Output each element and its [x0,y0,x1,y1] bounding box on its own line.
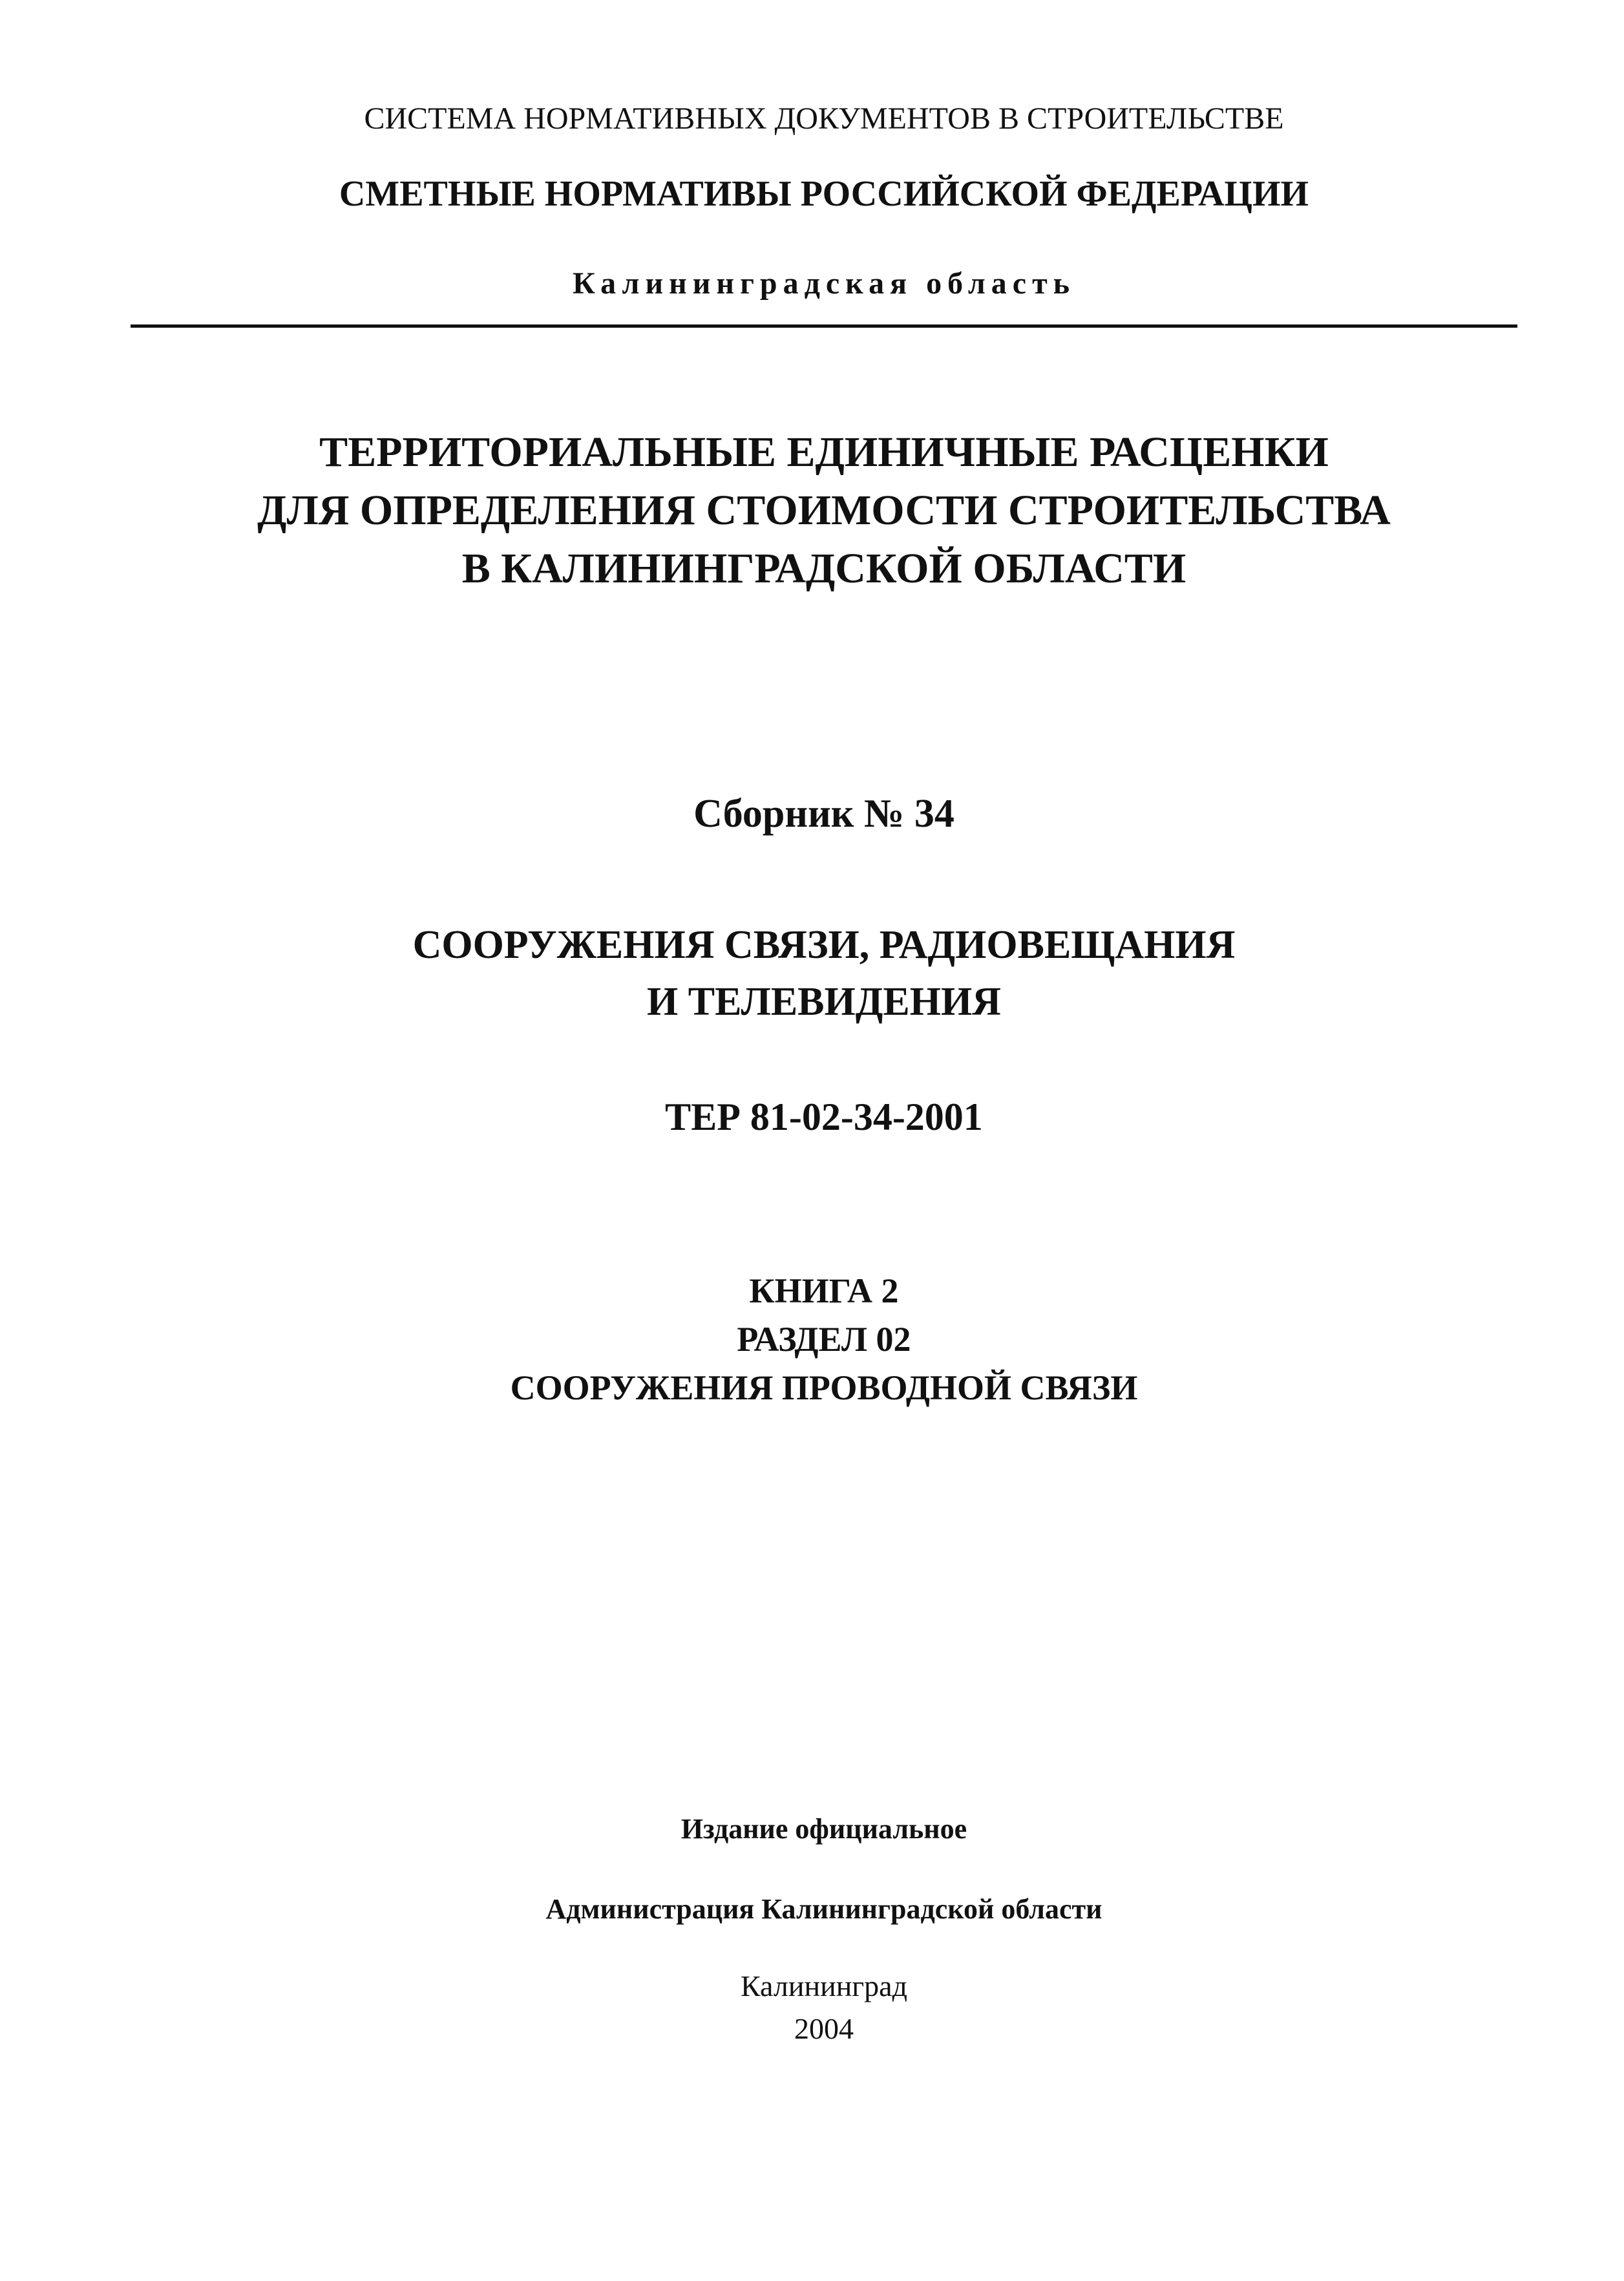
region-heading: Калининградская область [572,266,1076,301]
publication-city: Калининград [740,1969,907,2002]
edition-note: Издание официальное [680,1813,967,1845]
document-title-line: В КАЛИНИНГРАДСКОЙ ОБЛАСТИ [461,545,1186,592]
norms-heading: СМЕТНЫЕ НОРМАТИВЫ РОССИЙСКОЙ ФЕДЕРАЦИИ [339,174,1309,214]
book-section-block [129,1267,1519,1412]
collection-subject-line: И ТЕЛЕВИДЕНИЯ [647,980,1001,1024]
book-label: КНИГА 2 [749,1271,899,1310]
document-title [129,423,1519,598]
section-title: СООРУЖЕНИЯ ПРОВОДНОЙ СВЯЗИ [510,1368,1138,1407]
series-heading: СИСТЕМА НОРМАТИВНЫХ ДОКУМЕНТОВ В СТРОИТЕЛЬСТВЕ [364,101,1284,136]
document-code: ТЕР 81-02-34-2001 [665,1096,983,1138]
section-label: РАЗДЕЛ 02 [737,1320,911,1359]
collection-subject-line: СООРУЖЕНИЯ СВЯЗИ, РАДИОВЕЩАНИЯ [412,923,1236,967]
imprint-block [129,1965,1519,2050]
collection-subject [129,917,1519,1030]
document-title-line: ТЕРРИТОРИАЛЬНЫЕ ЕДИНИЧНЫЕ РАСЦЕНКИ [319,429,1329,476]
publication-year: 2004 [794,2012,854,2045]
document-title-line: ДЛЯ ОПРЕДЕЛЕНИЯ СТОИМОСТИ СТРОИТЕЛЬСТВА [257,487,1391,534]
header-divider [131,324,1517,328]
collection-number: Сборник № 34 [693,792,954,836]
publisher-name: Администрация Калининградской области [545,1893,1102,1925]
